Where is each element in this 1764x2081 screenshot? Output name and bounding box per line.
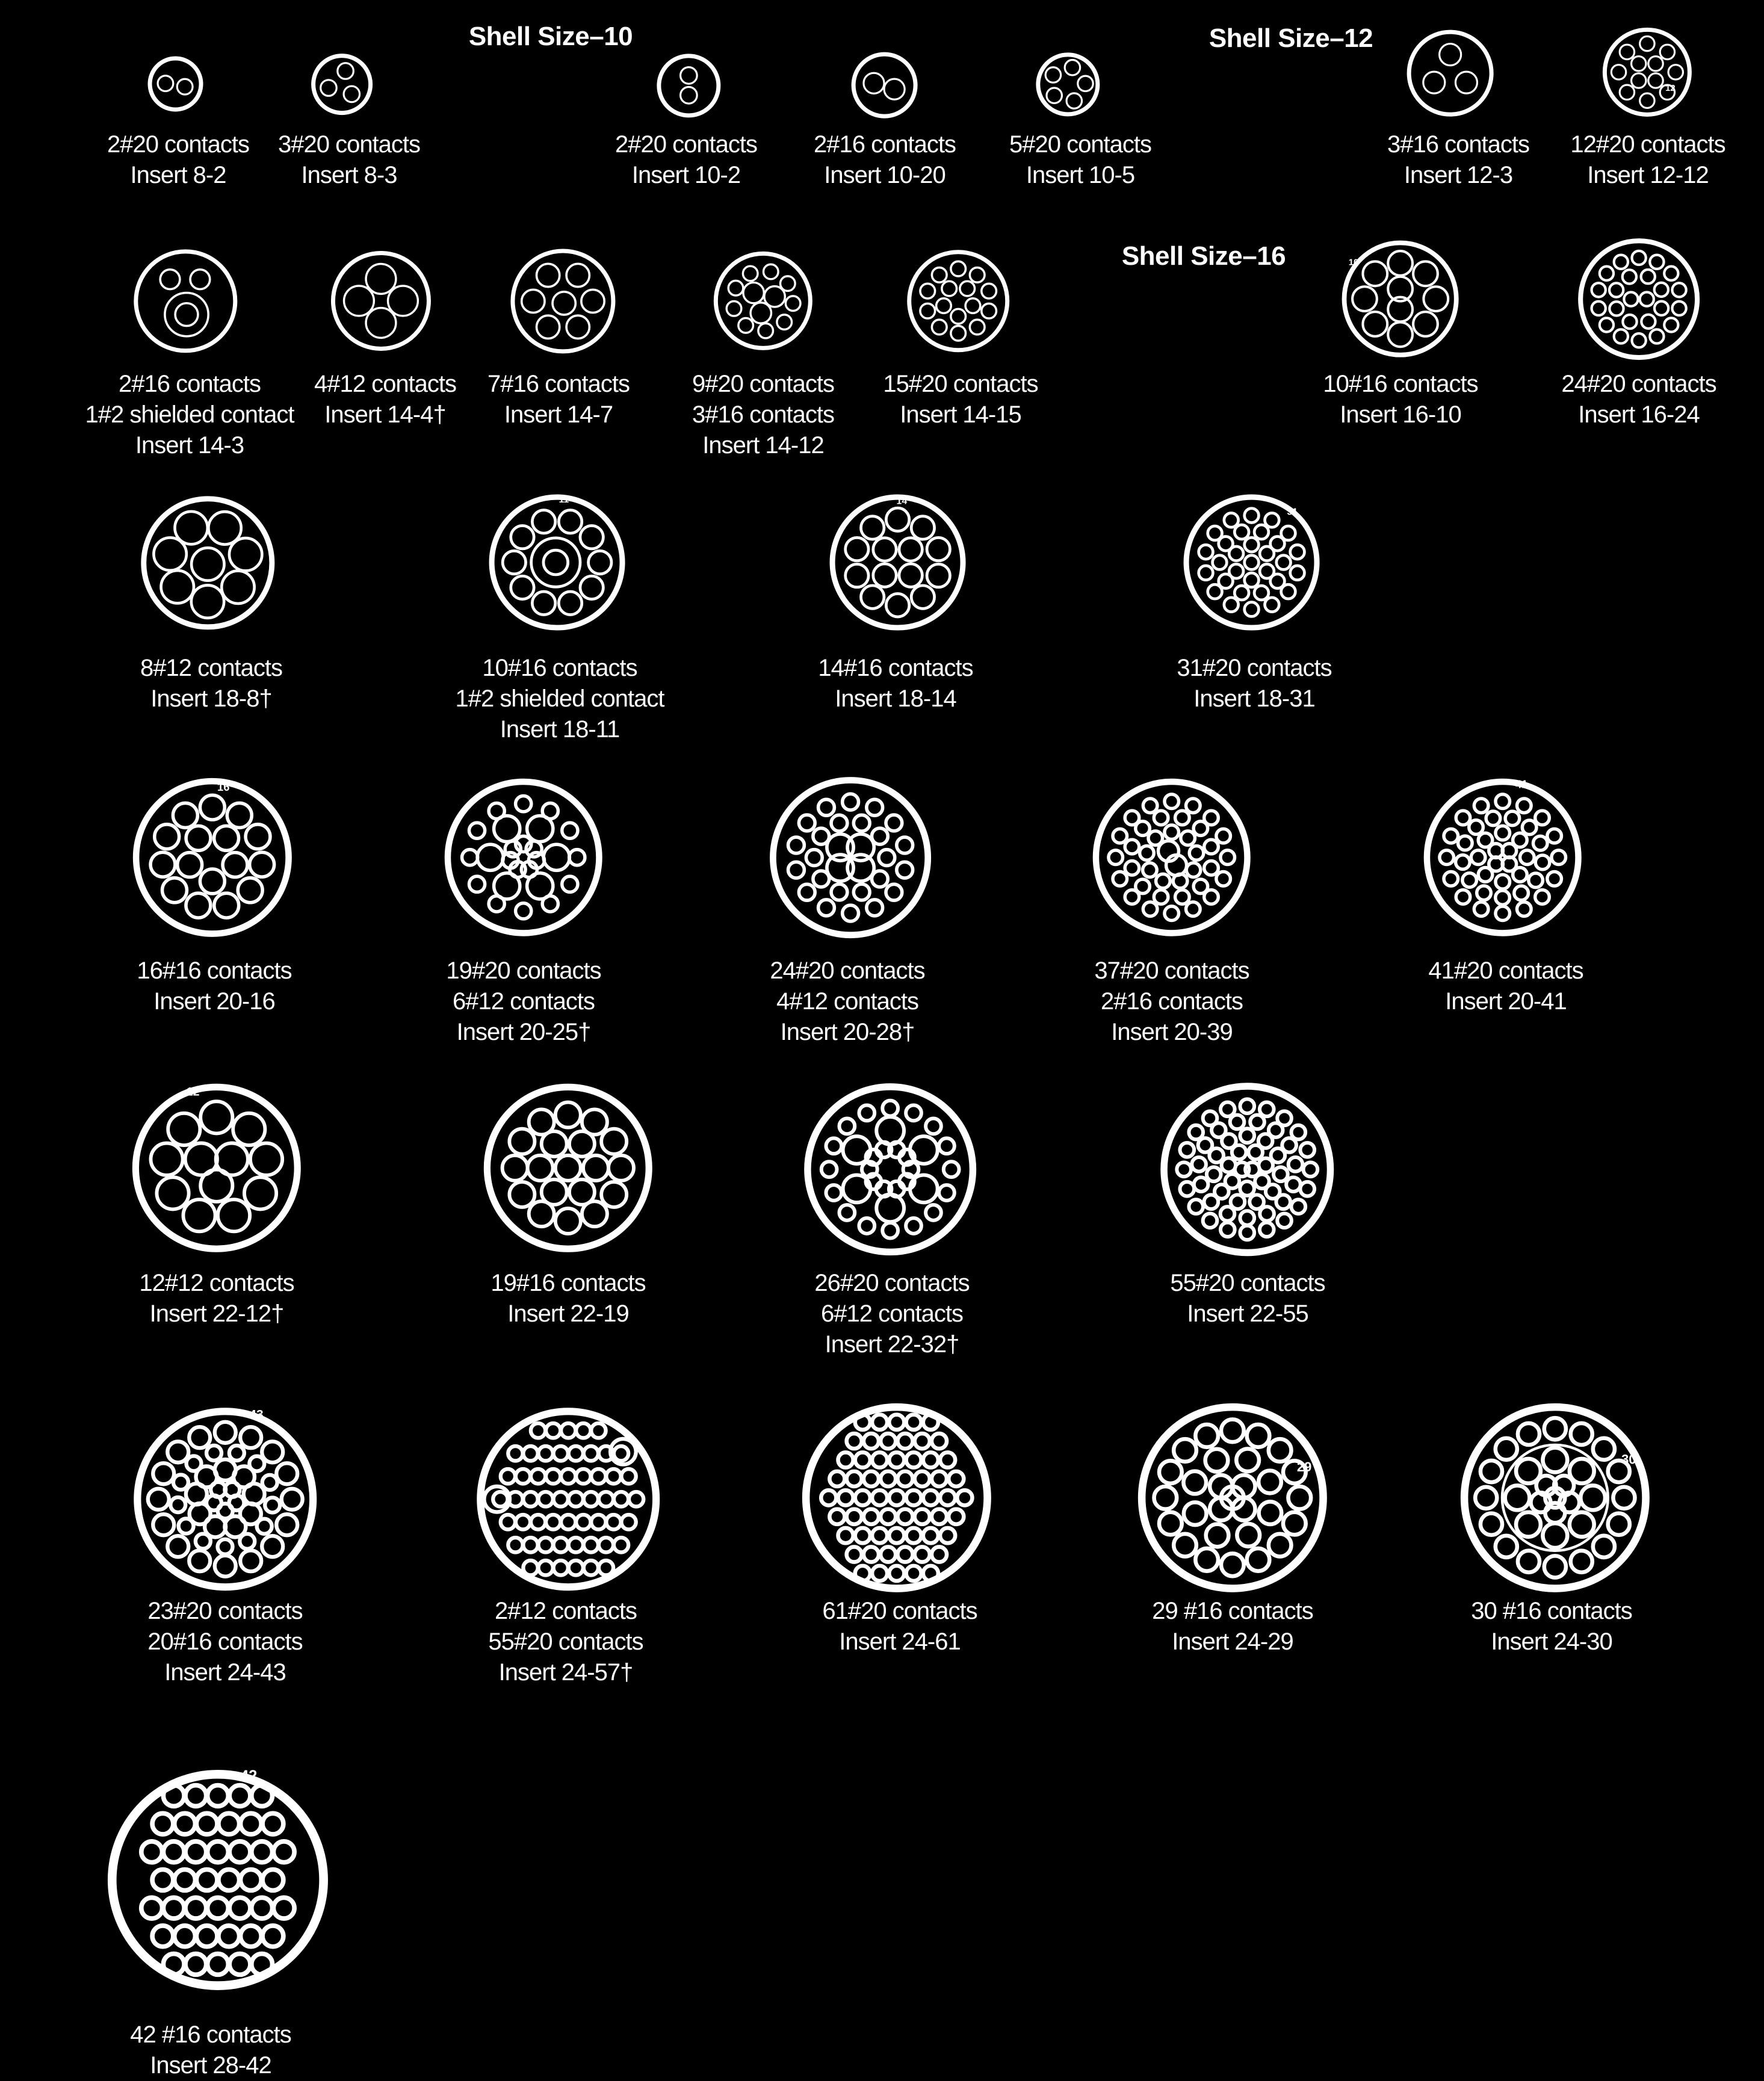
insert-label-line: Insert 16-10 (1340, 401, 1461, 428)
insert-label-line: Insert 20-25† (456, 1019, 591, 1045)
insert-label-line: 1#2 shielded contact (85, 401, 294, 428)
shell-size-16-header-text: Shell Size–16 (1121, 241, 1286, 271)
insert-label-22-12 (24, 1268, 409, 1329)
insert-label-line: Insert 14-15 (900, 401, 1021, 428)
insert-label-line: Insert 20-28† (780, 1019, 915, 1045)
insert-label-line: Insert 10-2 (631, 162, 741, 188)
insert-figure-22-32 (794, 1073, 986, 1266)
insert-label-line: 8#12 contacts (140, 655, 283, 681)
insert-label-line: 12#12 contacts (139, 1270, 294, 1296)
insert-label-line: 42 #16 contacts (130, 2021, 291, 2048)
insert-label-line: 2#20 contacts (614, 131, 758, 158)
insert-label-line: 23#20 contacts (147, 1598, 303, 1624)
insert-figure-10-5 (1032, 49, 1104, 120)
insert-label-20-41 (1313, 956, 1698, 1017)
insert-label-line: Insert 20-16 (153, 988, 275, 1015)
insert-figure-20-16 (123, 768, 302, 947)
insert-number-marker (1297, 1459, 1311, 1474)
insert-number-marker (559, 495, 569, 506)
insert-label-line: 5#20 contacts (1009, 131, 1152, 158)
insert-label-line: Insert 24-30 (1491, 1628, 1612, 1655)
insert-figure-24-29 (1127, 1392, 1338, 1604)
insert-figure-24-61 (791, 1392, 1003, 1604)
insert-figure-18-11 (481, 486, 633, 639)
insert-label-8-3 (156, 129, 542, 191)
insert-figure-14-7 (504, 243, 622, 360)
insert-label-line: Insert 14-7 (504, 401, 613, 428)
insert-label-line: 19#20 contacts (446, 957, 601, 984)
insert-label-line: Insert 8-2 (130, 162, 226, 188)
insert-label-line: 14#16 contacts (818, 655, 973, 681)
insert-label-line: 2#16 contacts (1100, 988, 1243, 1015)
insert-label-24-61 (707, 1596, 1092, 1657)
insert-label-line: Insert 22-12† (149, 1300, 284, 1327)
insert-figure-14-3 (128, 243, 244, 359)
insert-figure-24-43 (123, 1397, 327, 1601)
insert-label-line: 2#20 contacts (107, 131, 250, 158)
insert-label-line: 7#16 contacts (487, 371, 630, 397)
insert-label-14-15 (768, 369, 1153, 430)
insert-label-line: 37#20 contacts (1094, 957, 1249, 984)
insert-label-line: Insert 22-32† (825, 1331, 959, 1358)
insert-number-marker (1515, 778, 1527, 791)
insert-figure-12-3 (1402, 25, 1499, 122)
insert-label-line: 2#12 contacts (494, 1598, 637, 1624)
insert-label-12-12 (1455, 129, 1764, 191)
insert-label-line: Insert 14-12 (702, 432, 824, 459)
insert-number-marker (1349, 258, 1359, 268)
insert-number-marker (240, 1767, 258, 1784)
insert-label-line: 4#12 contacts (776, 988, 919, 1015)
shell-size-10-header (340, 22, 761, 51)
insert-label-24-43 (32, 1596, 418, 1688)
insert-figure-12-12 (1597, 22, 1697, 122)
insert-label-line: 16#16 contacts (137, 957, 292, 984)
insert-figure-28-42 (94, 1757, 341, 2003)
insert-figure-14-15 (901, 244, 1015, 358)
insert-label-22-55 (1055, 1268, 1440, 1329)
insert-label-line: 10#16 contacts (1323, 371, 1478, 397)
insert-label-line: 2#16 contacts (118, 371, 261, 397)
insert-label-line: 61#20 contacts (822, 1598, 977, 1624)
insert-label-line: 19#16 contacts (491, 1270, 646, 1296)
insert-label-line: Insert 18-8† (150, 685, 272, 712)
insert-label-18-31 (1062, 653, 1447, 714)
insert-label-line: Insert 8-3 (301, 162, 397, 188)
insert-label-line: 20#16 contacts (147, 1628, 303, 1655)
insert-label-line: 55#20 contacts (1170, 1270, 1325, 1296)
insert-label-18-8 (19, 653, 404, 714)
insert-figure-14-12 (708, 246, 819, 356)
insert-label-20-39 (979, 956, 1364, 1048)
insert-label-line: Insert 20-41 (1445, 988, 1567, 1015)
insert-figure-18-31 (1175, 486, 1328, 639)
insert-label-line: Insert 10-5 (1026, 162, 1135, 188)
insert-label-line: 29 #16 contacts (1152, 1598, 1313, 1624)
insert-label-line: 6#12 contacts (820, 1300, 964, 1327)
insert-figure-8-3 (308, 50, 376, 119)
insert-figure-18-14 (822, 486, 974, 639)
insert-label-24-30 (1359, 1596, 1744, 1657)
insert-label-line: 24#20 contacts (1561, 371, 1716, 397)
insert-label-18-14 (703, 653, 1088, 714)
insert-label-line: Insert 18-11 (500, 716, 620, 743)
insert-label-line: 12#20 contacts (1570, 131, 1725, 158)
insert-label-line: 9#20 contacts (692, 371, 835, 397)
insert-label-line: 55#20 contacts (488, 1628, 643, 1655)
insert-label-line: Insert 28-42 (150, 2052, 271, 2079)
insert-label-line: 6#12 contacts (452, 988, 595, 1015)
insert-label-line: Insert 16-24 (1578, 401, 1700, 428)
insert-label-line: 30 #16 contacts (1471, 1598, 1632, 1624)
insert-label-line: 31#20 contacts (1177, 655, 1332, 681)
insert-label-line: Insert 18-14 (835, 685, 956, 712)
insert-figure-8-2 (144, 53, 206, 115)
insert-label-line: Insert 14-4† (324, 401, 446, 428)
insert-label-16-24 (1446, 369, 1764, 430)
insert-label-line: Insert 24-29 (1172, 1628, 1293, 1655)
insert-figure-22-19 (474, 1074, 663, 1263)
insert-figure-20-39 (1083, 769, 1260, 945)
insert-label-line: 10#16 contacts (482, 655, 637, 681)
insert-figure-16-10 (1335, 233, 1465, 364)
insert-figure-16-24 (1571, 231, 1707, 367)
insert-label-10-5 (888, 129, 1273, 191)
insert-label-line: Insert 12-12 (1587, 162, 1709, 188)
insert-label-line: Insert 18-31 (1193, 685, 1315, 712)
insert-figure-22-55 (1150, 1072, 1345, 1267)
insert-figure-24-30 (1449, 1392, 1661, 1604)
insert-figure-10-2 (653, 50, 725, 122)
insert-label-line: Insert 14-3 (135, 432, 244, 459)
insert-figure-20-28 (760, 767, 941, 948)
insert-label-line: Insert 20-39 (1111, 1019, 1233, 1045)
insert-label-line: Insert 24-57† (498, 1659, 633, 1686)
insert-figure-20-25 (435, 769, 611, 945)
shell-size-12-header-text: Shell Size–12 (1208, 23, 1373, 53)
insert-label-line: 2#16 contacts (813, 131, 956, 158)
insert-figure-20-41 (1414, 769, 1591, 945)
insert-figure-22-12 (122, 1074, 311, 1263)
insert-number-marker (897, 496, 908, 507)
insert-label-28-42 (18, 2020, 403, 2081)
insert-label-line: 4#12 contacts (314, 371, 457, 397)
insert-label-line: 3#16 contacts (692, 401, 835, 428)
insert-label-line: 24#20 contacts (770, 957, 925, 984)
insert-label-line: 26#20 contacts (814, 1270, 970, 1296)
insert-label-line: 15#20 contacts (883, 371, 1038, 397)
insert-label-18-11 (367, 653, 752, 745)
insert-figure-24-57 (466, 1397, 670, 1601)
insert-figure-10-20 (847, 48, 921, 122)
insert-number-marker (1621, 1452, 1636, 1467)
insert-label-line: 1#2 shielded contact (455, 685, 664, 712)
insert-number-marker (217, 781, 230, 793)
insert-label-line: 41#20 contacts (1428, 957, 1583, 984)
insert-label-line: Insert 24-43 (164, 1659, 286, 1686)
insert-label-22-32 (699, 1268, 1085, 1360)
insert-number-marker (187, 1086, 200, 1099)
insert-label-line: 3#16 contacts (1387, 131, 1530, 158)
insert-label-line: Insert 10-20 (824, 162, 945, 188)
insert-label-line: Insert 22-55 (1187, 1300, 1308, 1327)
insert-figure-14-4 (325, 245, 437, 357)
shell-size-10-header-text: Shell Size–10 (468, 22, 633, 51)
insert-number-marker (249, 1407, 264, 1421)
insert-label-line: Insert 24-61 (839, 1628, 961, 1655)
insert-label-24-57 (373, 1596, 758, 1688)
insert-label-line: Insert 22-19 (507, 1300, 629, 1327)
insert-label-line: 3#20 contacts (277, 131, 421, 158)
insert-number-marker (1665, 83, 1676, 93)
insert-figure-18-8 (133, 488, 283, 638)
insert-label-line: Insert 12-3 (1403, 162, 1513, 188)
insert-number-marker (1287, 507, 1298, 518)
